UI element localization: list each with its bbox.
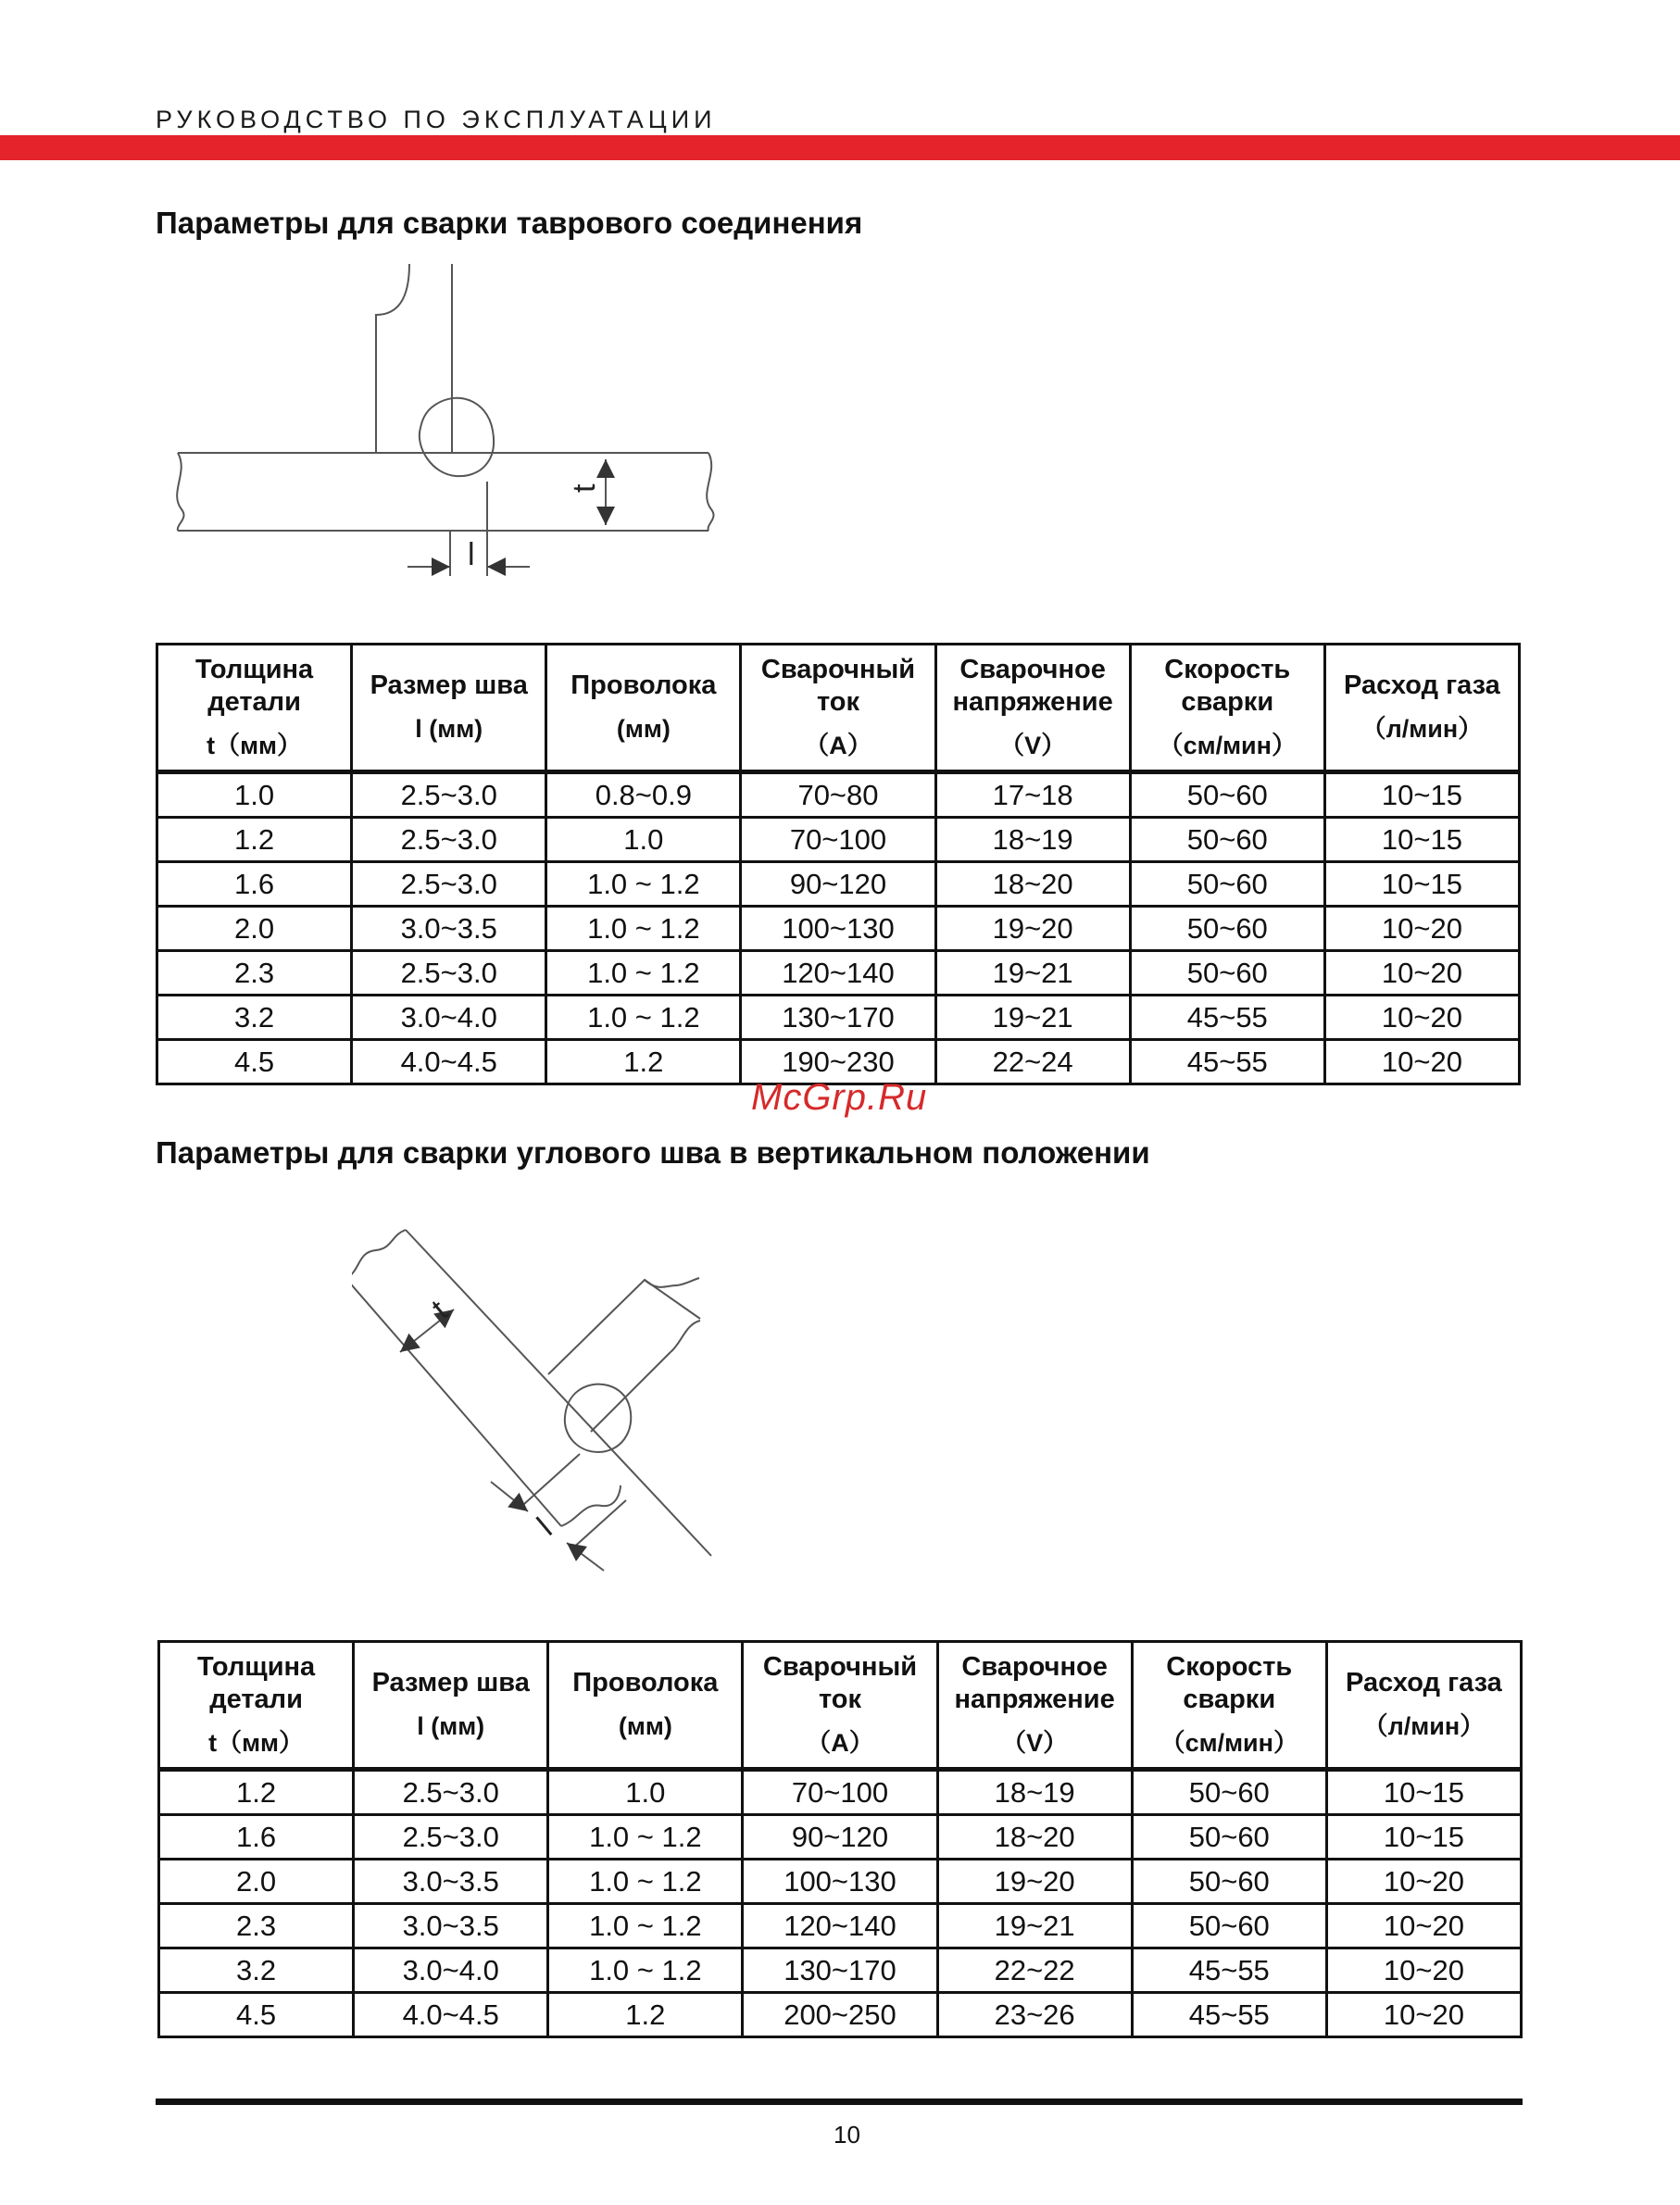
table-cell: 3.0~4.0 — [354, 1948, 548, 1993]
table-cell: 100~130 — [741, 907, 935, 951]
col-header-gas-flow: Расход газа （л/мин） — [1324, 645, 1519, 772]
table-cell: 2.0 — [159, 1860, 354, 1904]
table-cell: 1.0 ~ 1.2 — [546, 951, 741, 996]
table-cell: 1.2 — [157, 818, 352, 862]
vertical-fillet-diagram — [352, 1213, 759, 1593]
table-cell: 10~20 — [1326, 1904, 1521, 1948]
table-cell: 2.5~3.0 — [352, 862, 546, 907]
table-cell: 10~20 — [1326, 1860, 1521, 1904]
document-header-title: РУКОВОДСТВО ПО ЭКСПЛУАТАЦИИ — [156, 106, 717, 133]
table-cell: 1.2 — [546, 1040, 741, 1084]
col-header-speed: Скорость сварки （см/мин） — [1130, 645, 1324, 772]
table-cell: 18~19 — [935, 818, 1130, 862]
table-cell: 50~60 — [1132, 1860, 1326, 1904]
page-number: 10 — [834, 2121, 860, 2149]
col-header-speed: Скорость сварки （см/мин） — [1132, 1642, 1326, 1770]
l-label: l — [531, 1510, 559, 1543]
table-cell: 19~20 — [935, 907, 1130, 951]
table-cell: 90~120 — [743, 1815, 937, 1860]
table-cell: 4.5 — [157, 1040, 352, 1084]
table-cell: 130~170 — [743, 1948, 937, 1993]
table-cell: 4.0~4.5 — [352, 1040, 546, 1084]
table-cell: 50~60 — [1132, 1815, 1326, 1860]
table-row — [157, 996, 1520, 1040]
table-cell: 10~15 — [1326, 1815, 1521, 1860]
table-cell: 120~140 — [743, 1904, 937, 1948]
table-cell: 100~130 — [743, 1860, 937, 1904]
table-cell: 10~15 — [1324, 772, 1519, 818]
table-cell: 130~170 — [741, 996, 935, 1040]
table-cell: 19~21 — [937, 1904, 1132, 1948]
table-cell: 70~100 — [741, 818, 935, 862]
table-cell: 45~55 — [1132, 1993, 1326, 2037]
table-cell: 2.5~3.0 — [352, 772, 546, 818]
table-cell: 1.0 ~ 1.2 — [548, 1904, 743, 1948]
col-header-current: Сварочный ток （A） — [743, 1642, 937, 1770]
table-cell: 18~20 — [935, 862, 1130, 907]
col-header-voltage: Сварочное напряжение （V） — [935, 645, 1130, 772]
table-row — [159, 1860, 1522, 1904]
col-header-wire: Проволока (мм) — [548, 1642, 743, 1770]
table-cell: 50~60 — [1130, 772, 1324, 818]
table-cell: 1.6 — [157, 862, 352, 907]
table-cell: 3.0~4.0 — [352, 996, 546, 1040]
table-cell: 19~21 — [935, 996, 1130, 1040]
table-cell: 50~60 — [1130, 818, 1324, 862]
table-row — [157, 818, 1520, 862]
table-cell: 23~26 — [937, 1993, 1132, 2037]
header-red-band — [0, 135, 1680, 160]
table-cell: 1.0 ~ 1.2 — [546, 862, 741, 907]
col-header-wire: Проволока (мм) — [546, 645, 741, 772]
col-header-weld-size: Размер шва l (мм) — [352, 645, 546, 772]
table-cell: 2.0 — [157, 907, 352, 951]
table-cell: 1.0 — [157, 772, 352, 818]
table-cell: 10~20 — [1324, 951, 1519, 996]
table-cell: 10~15 — [1324, 818, 1519, 862]
table-cell: 2.5~3.0 — [352, 818, 546, 862]
table-cell: 70~100 — [743, 1770, 937, 1815]
section-title-t-joint: Параметры для сварки таврового соединения — [156, 206, 863, 240]
table-cell: 22~22 — [937, 1948, 1132, 1993]
table-cell: 1.0 ~ 1.2 — [548, 1860, 743, 1904]
table-row — [157, 951, 1520, 996]
table-cell: 19~21 — [935, 951, 1130, 996]
footer-rule — [156, 2099, 1523, 2105]
table-cell: 1.6 — [159, 1815, 354, 1860]
table-cell: 18~19 — [937, 1770, 1132, 1815]
table-cell: 3.2 — [157, 996, 352, 1040]
table-cell: 2.5~3.0 — [354, 1815, 548, 1860]
table-cell: 50~60 — [1130, 862, 1324, 907]
table-cell: 10~20 — [1324, 996, 1519, 1040]
table-cell: 2.5~3.0 — [354, 1770, 548, 1815]
l-label: l — [468, 537, 475, 572]
table-row — [157, 907, 1520, 951]
table-row — [159, 1815, 1522, 1860]
table-cell: 3.0~3.5 — [354, 1860, 548, 1904]
table-cell: 1.0 ~ 1.2 — [546, 907, 741, 951]
table-cell: 22~24 — [935, 1040, 1130, 1084]
table-cell: 1.2 — [548, 1993, 743, 2037]
table-cell: 50~60 — [1132, 1904, 1326, 1948]
table-cell: 1.2 — [159, 1770, 354, 1815]
table-cell: 3.2 — [159, 1948, 354, 1993]
table-cell: 1.0 ~ 1.2 — [548, 1948, 743, 1993]
table-cell: 45~55 — [1130, 996, 1324, 1040]
table-cell: 50~60 — [1130, 951, 1324, 996]
section-title-vertical-fillet: Параметры для сварки углового шва в вертикальном положении — [156, 1135, 1150, 1170]
t-joint-diagram — [167, 250, 722, 593]
table-cell: 10~20 — [1326, 1993, 1521, 2037]
table-cell: 18~20 — [937, 1815, 1132, 1860]
table-cell: 3.0~3.5 — [352, 907, 546, 951]
vertical-fillet-parameters-table — [157, 1640, 1523, 2038]
t-joint-parameters-table — [156, 643, 1521, 1085]
col-header-gas-flow: Расход газа （л/мин） — [1326, 1642, 1521, 1770]
table-cell: 19~20 — [937, 1860, 1132, 1904]
table-cell: 10~20 — [1324, 907, 1519, 951]
col-header-weld-size: Размер шва l (мм) — [354, 1642, 548, 1770]
table-cell: 10~20 — [1324, 1040, 1519, 1084]
table-cell: 10~15 — [1324, 862, 1519, 907]
table-cell: 200~250 — [743, 1993, 937, 2037]
table-cell: 2.3 — [159, 1904, 354, 1948]
table-cell: 2.3 — [157, 951, 352, 996]
table-cell: 70~80 — [741, 772, 935, 818]
table-cell: 4.5 — [159, 1993, 354, 2037]
table-row — [159, 1948, 1522, 1993]
table-cell: 50~60 — [1130, 907, 1324, 951]
table-cell: 2.5~3.0 — [352, 951, 546, 996]
col-header-thickness: Толщина детали t（мм） — [159, 1642, 354, 1770]
table-cell: 190~230 — [741, 1040, 935, 1084]
table-cell: 50~60 — [1132, 1770, 1326, 1815]
col-header-thickness: Толщина детали t（мм） — [157, 645, 352, 772]
table-row — [157, 862, 1520, 907]
t-label: t — [567, 483, 602, 493]
table-row — [157, 772, 1520, 818]
table-cell: 1.0 — [548, 1770, 743, 1815]
table-cell: 120~140 — [741, 951, 935, 996]
table-cell: 17~18 — [935, 772, 1130, 818]
table-cell: 1.0 ~ 1.2 — [548, 1815, 743, 1860]
table-row — [159, 1770, 1522, 1815]
table-cell: 1.0 — [546, 818, 741, 862]
table-cell: 4.0~4.5 — [354, 1993, 548, 2037]
t-label: t — [425, 1293, 455, 1326]
table-cell: 1.0 ~ 1.2 — [546, 996, 741, 1040]
watermark: McGrp.Ru — [751, 1077, 928, 1118]
table-cell: 45~55 — [1130, 1040, 1324, 1084]
col-header-current: Сварочный ток （A） — [741, 645, 935, 772]
table-row — [159, 1904, 1522, 1948]
col-header-voltage: Сварочное напряжение （V） — [937, 1642, 1132, 1770]
table-cell: 45~55 — [1132, 1948, 1326, 1993]
table-cell: 0.8~0.9 — [546, 772, 741, 818]
table-cell: 10~15 — [1326, 1770, 1521, 1815]
table-row — [159, 1993, 1522, 2037]
table-cell: 10~20 — [1326, 1948, 1521, 1993]
table-cell: 90~120 — [741, 862, 935, 907]
table-cell: 3.0~3.5 — [354, 1904, 548, 1948]
